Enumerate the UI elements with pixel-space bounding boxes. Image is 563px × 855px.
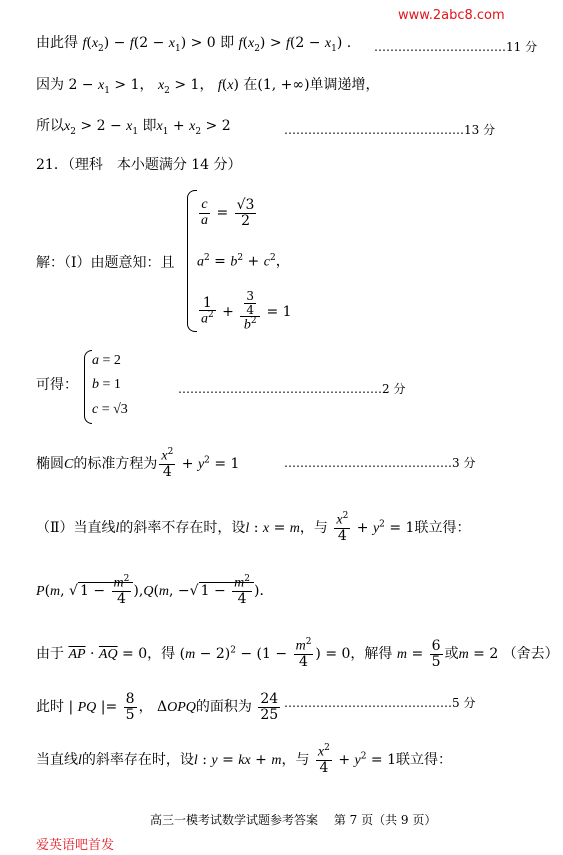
line-3-prefix: 所以 [36,118,64,134]
watermark-top: www.2abc8.com [398,8,505,23]
ellipse-line: 椭圆C的标准方程为 $\frac{x^2}{4}$ + $y^2 = 1$ [36,447,240,481]
page-footer: 高三一模考试数学试题参考答案 第 7 页（共 9 页） [150,813,437,827]
result-c: c = √3 [92,402,128,417]
score-2: 2 分 [382,382,406,396]
line-2-text-c: ， [199,77,214,93]
score-dots-2: ……………………………………………2 分 [178,382,406,396]
pq-coordinates: P(m, √ 1 − $\frac{m^2}{4}$ ),Q(m, −√ 1 − $\frac{m^2}{4}$ )． [36,574,274,608]
part-2b-text-b: 的斜率存在时，设 [81,752,194,769]
system-brace-2 [84,350,92,424]
line-2-text-b: ， [139,77,154,93]
result-1-label: 可得： [36,377,78,393]
line-1-prefix: 由此得 [36,35,78,51]
system-eq-3: $\frac{1}{a^2}$ + $\frac{\frac{3}{4}}{b^2}$ = 1 [201,289,292,333]
line-2-text-a: 因为 [36,77,64,93]
part-1-label [36,256,175,270]
score-13: 13 分 [464,123,496,137]
question-21-heading: 21．（理科 本小题满分 14 分） [36,157,242,173]
part-1-tail: ， [275,253,290,270]
line-1: 由此得 $f(x_2) - f(2 - x_1) > 0$ 即 $f(x_2) > f(2 - x_1)$ . [36,35,352,54]
part-2-text-c: ，与 [299,520,328,537]
score-dots-5: ……………………………………5 分 [284,696,476,710]
line-2-text-e: 单调递增， [309,77,380,93]
part-1-label-text: 解：（Ⅰ）由题意知：且 [36,255,175,271]
watermark-bottom: 爱英语吧首发 [36,838,115,853]
part-2b-line: 当直线l的斜率存在时，设l : y = kx + m，与 $\frac{x^2}{4}$ + $y^2 = 1$联立得： [36,743,453,777]
score-3: 3 分 [452,456,476,470]
line-1-conj: 即 [220,35,235,51]
result-a: a = 2 [92,353,121,368]
dot-line-text-b: ，得 [147,646,176,663]
area-line: 此时 | PQ |= $\frac{8}{5}$ ， ΔOPQ的面积为 $\frac{24}{25}$ [36,691,279,723]
part-2-label: （Ⅱ）当直线 [36,520,116,537]
system-eq-2: $a^2 = b^2 + c^2$， [197,253,290,270]
dot-product-line: 由于 $\overline{AP} \cdot \overline{AQ} = 0$，得 $(m - 2)^2 - (1$ − $\frac{m^2}{4}$ ) = 0，解得 m = $\frac{6}{5}$ 或m = 2 （舍去） [36,637,559,671]
line-1-math-a: f [82,36,87,51]
dot-line-text-e: （舍去） [502,646,559,663]
dot-line-text-d: 或 [444,646,459,663]
part-2b-text-d: 联立得： [396,752,453,769]
area-line-text-b: ， [138,699,153,716]
score-dots-11: ……………………………11 分 [374,40,538,54]
dot-line-text-c: ，解得 [350,646,393,663]
system-brace-1 [187,190,197,332]
pq-tail: ． [259,583,274,600]
area-line-text-a: 此时 [36,699,64,716]
score-dots-3: ……………………………………3 分 [284,456,476,470]
ellipse-label-b: 的标准方程为 [73,456,158,473]
result-b: b = 1 [92,377,121,392]
score-dots-13: ………………………………………13 分 [284,123,496,137]
line-3: 所以$x_2 > 2 - x_1$ 即$x_1 + x_2 > 2$ [36,118,231,137]
line-3-conj: 即 [142,118,157,134]
part-2b-label: 当直线 [36,752,78,769]
ellipse-label-a: 椭圆 [36,456,64,473]
system-eq-1: $\frac{c}{a}$ = $\frac{√3}{2}$ [201,197,255,229]
part-2-text-d: 联立得： [414,520,471,537]
part-2-text-b: 的斜率不存在时，设 [119,520,246,537]
part-2b-text-c: ，与 [281,752,310,769]
line-2: 因为 $2 - x_1 > 1$， $x_2 > 1$， f(x) 在(1, +∞)单调递增， [36,77,380,96]
part-2-line: （Ⅱ）当直线l的斜率不存在时，设l : x = m，与 $\frac{x^2}{4}$ + $y^2 = 1$联立得： [36,511,471,545]
area-line-text-c: 的面积为 [195,699,252,716]
score-11: 11 分 [506,40,538,54]
line-2-text-d: 在 [243,77,258,93]
dot-line-text-a: 由于 [36,646,64,663]
score-5: 5 分 [452,696,476,710]
